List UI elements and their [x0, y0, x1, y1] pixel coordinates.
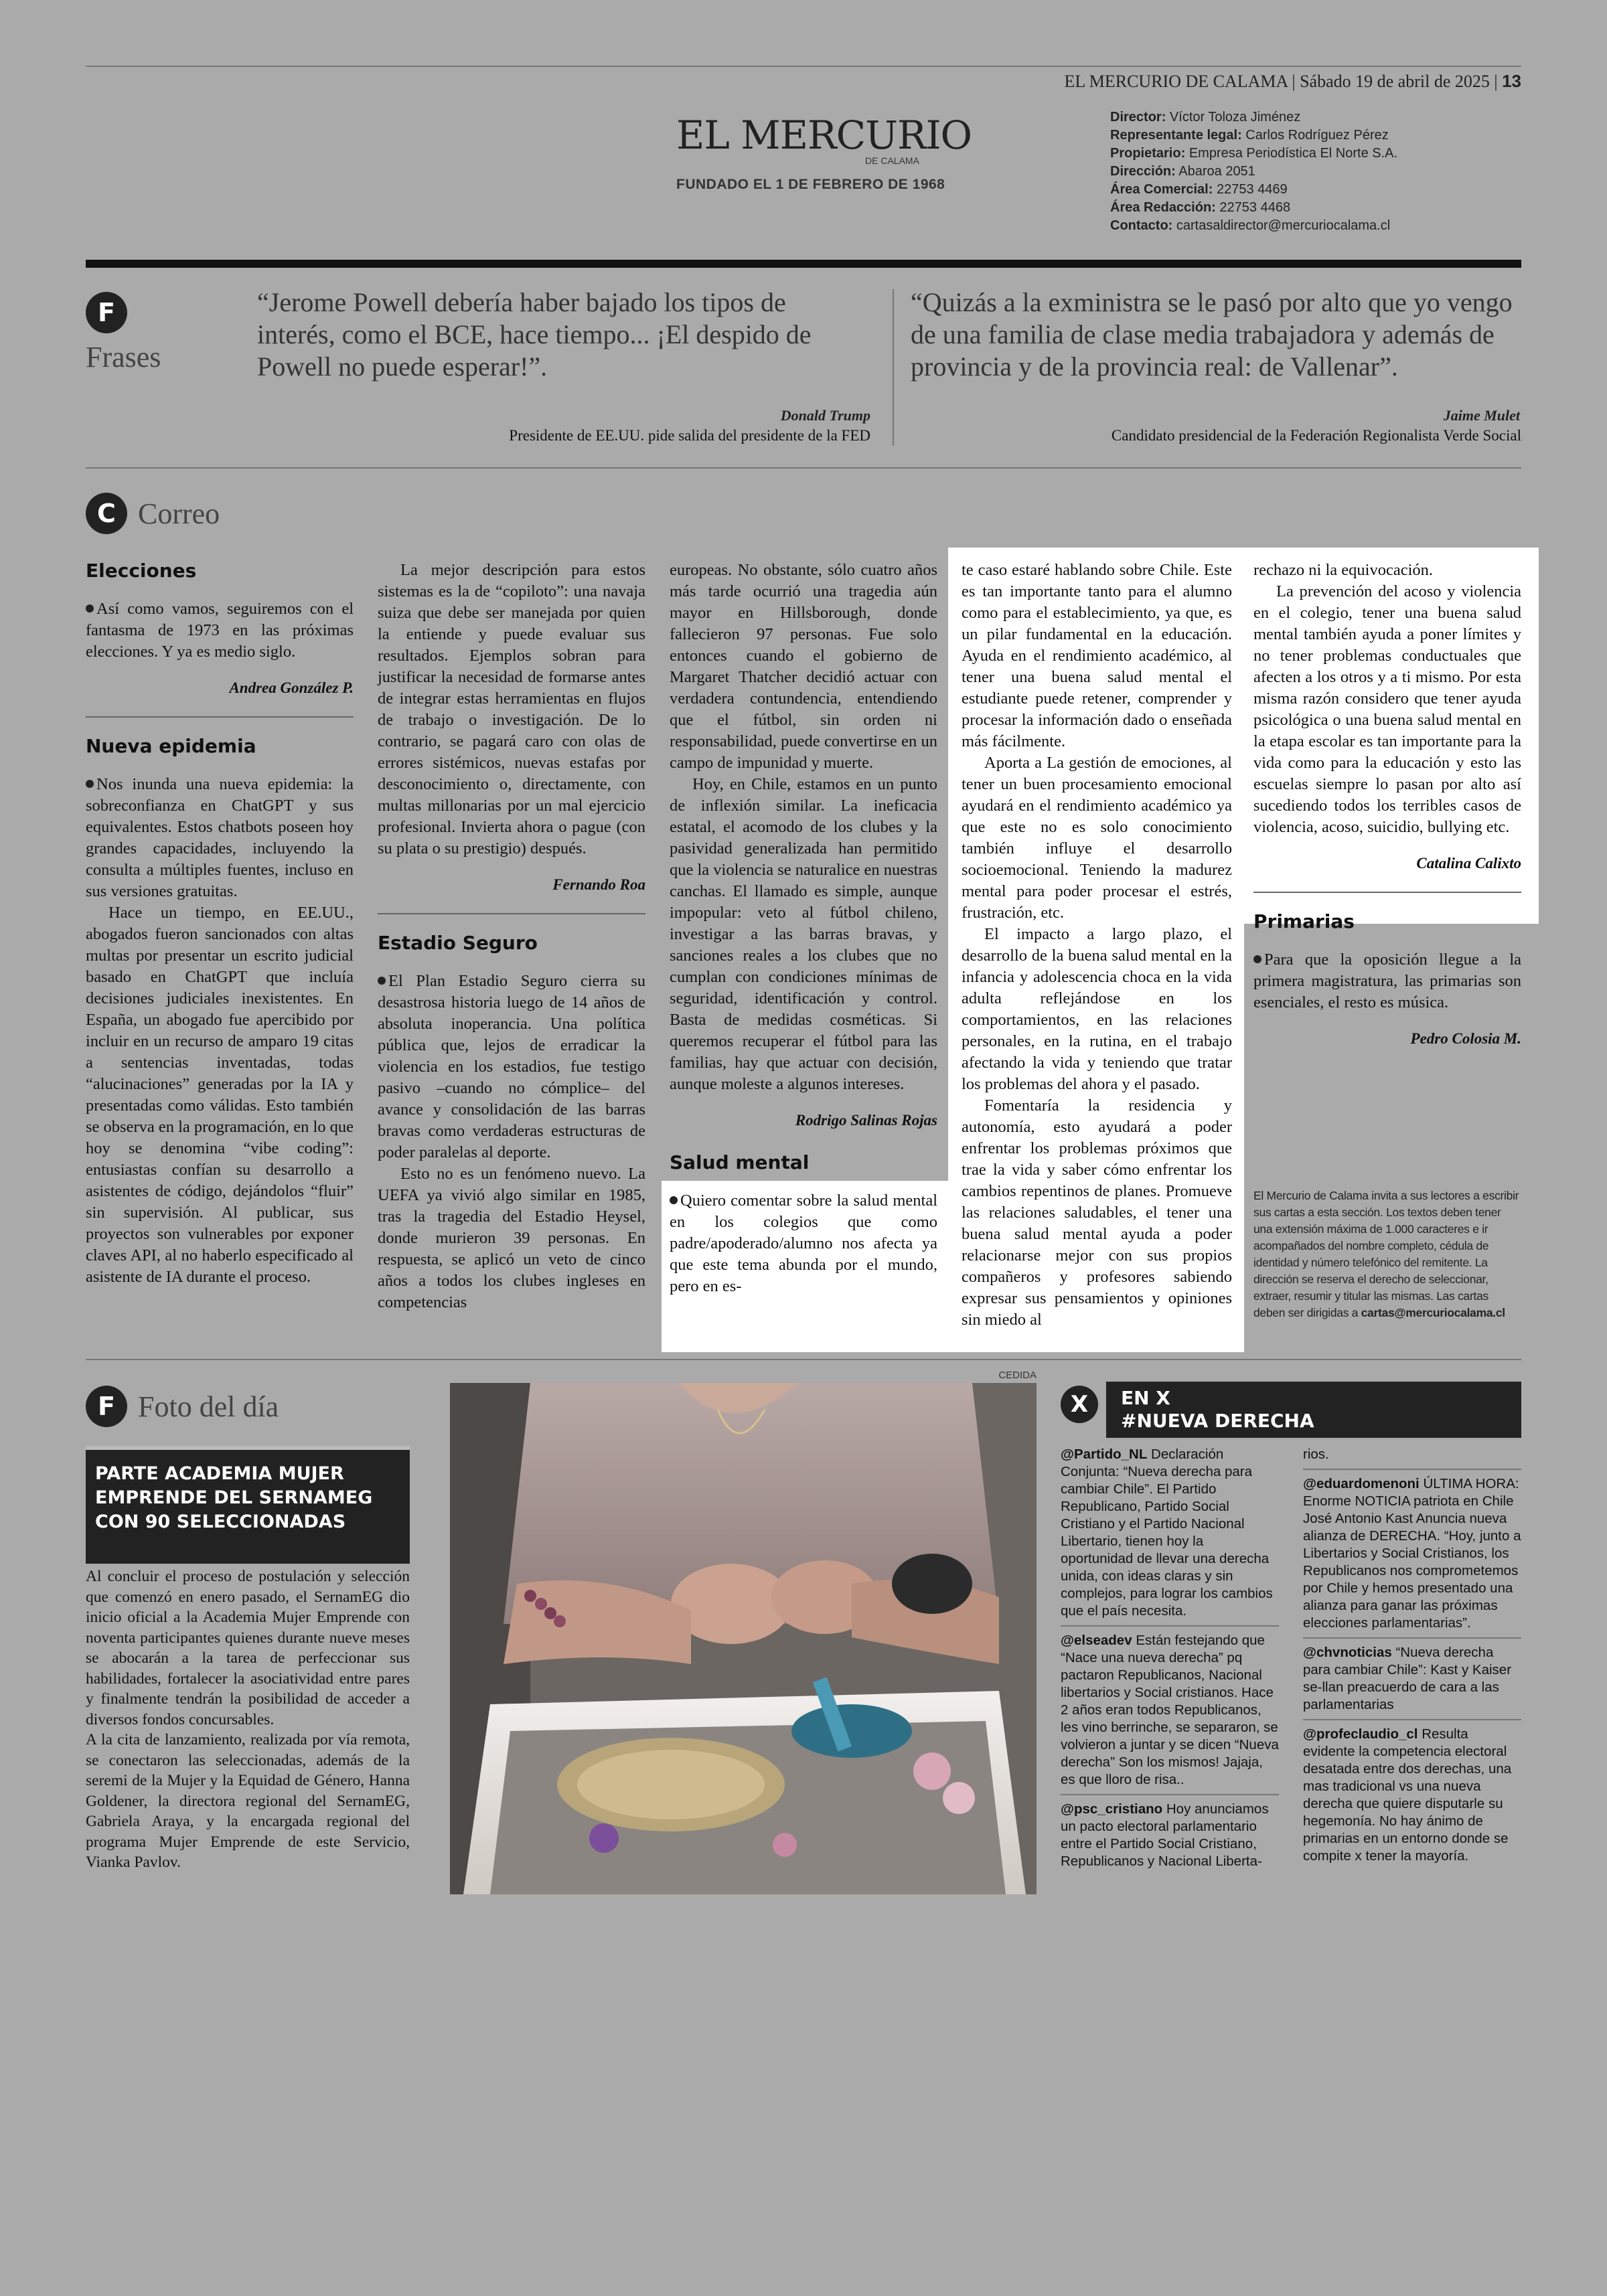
bullet-icon [86, 780, 94, 788]
letter-title: Elecciones [86, 560, 197, 582]
photo-of-the-day [450, 1383, 1037, 1894]
x-post-separator [1061, 1794, 1279, 1795]
x-post: @eduardomenoni ÚLTIMA HORA: Enorme NOTICIA patriota en Chile José Antonio Kast Anuncia nueva alianza de DERECHA. “Hoy, junto a Libertarios y Social Cristianos, los Republicanos nos comprometemos por Chile y hemos presentado una alianza para ganar las próximas elecciones parlamentarias”. [1303, 1476, 1521, 1631]
x-post-separator [1061, 1625, 1279, 1627]
foto-caption [86, 1566, 410, 1873]
photo-credit: CEDIDA [998, 1370, 1037, 1381]
x-title-line1: EN X [1121, 1387, 1170, 1409]
masthead-subtitle: DE CALAMA [865, 155, 919, 166]
letter-separator [86, 716, 354, 718]
top-rule [86, 66, 1521, 67]
x-handle[interactable]: @Partido_NL [1061, 1447, 1148, 1462]
x-post: @chvnoticias “Nueva derecha para cambiar Chile”: Kast y Kaiser se-llan preacuerdo de cara a las parlamentarias [1303, 1645, 1512, 1712]
staff-line: Área Redacción: 22753 4468 [1110, 200, 1291, 215]
x-post-separator [1303, 1719, 1521, 1720]
letter-body: Nos inunda una nueva epidemia: la sobreconfianza en ChatGPT y sus equivalentes. Estos chatbots poseen hoy grandes capacidades, incluyendo la consulta a múltiples fuentes, incluso en sus versiones gratuitas. [86, 775, 354, 900]
frases-badge: F [86, 292, 127, 333]
letter-signature: Rodrigo Salinas Rojas [795, 1112, 937, 1129]
letter-body: Así como vamos, seguiremos con el fantasma de 1973 en las próximas elecciones. Y ya es medio siglo. [86, 600, 354, 661]
letter-body: Quiero comentar sobre la salud mental en los colegios que como padre/apoderado/alumno nos afecta ya que este tema abunda por el mundo, pero en es- [670, 1192, 937, 1295]
masthead-title: EL MERCURIO [676, 112, 972, 158]
x-post: @profeclaudio_cl Resulta evidente la competencia electoral desatada entre dos derechas, una mas tradicional vs una nueva derecha que quiere disputarle su hegemonía. No hay ánimo de primarias en un entorno donde se compite x tener la mayoría. [1303, 1726, 1512, 1864]
letters-policy-note: El Mercurio de Calama invita a sus lectores a escribir sus cartas a esta sección. Los textos deben tener una extensión máxima de 1.000 caracteres e ir acompañados del nombre completo, cédula de identidad y número telefónico del remitente. La dirección se reserva el derecho de seleccionar, extraer, resumir y titular las mismas. Las cartas deben ser dirigidas a cartas@mercuriocalama.cl [1253, 1189, 1519, 1319]
x-post: @elseadev Están festejando que “Nace una nueva derecha” pq pactaron Republicanos, Nacional libertarios y Social cristianos. Hace 2 años eran todos Republicanos, les vino berrinche, se separaron, se volvieron a juntar y se dicen “Nueva derecha” Son los mismos! Jajaja, es que lloro de risa.. [1061, 1633, 1279, 1787]
x-handle[interactable]: @psc_cristiano [1061, 1801, 1163, 1817]
staff-line: Propietario: Empresa Periodística El Norte S.A. [1110, 146, 1398, 161]
x-posts-right [1303, 1446, 1521, 1865]
founded-line: FUNDADO EL 1 DE FEBRERO DE 1968 [676, 177, 945, 192]
letter-body: Para que la oposición llegue a la primera magistratura, las primarias son esenciales, el resto es música. [1253, 951, 1521, 1011]
x-handle[interactable]: @elseadev [1061, 1633, 1132, 1648]
letter-body: La prevención del acoso y violencia en el colegio, tener una buena salud mental también ayuda a poner límites y no tener problemas conductuales que afecten a los otros y a ti mismo. Por esta misma razón considero que tener ayuda psicológica o una buena salud mental en la etapa escolar es tan importante para la vida como para la educación y esto las escuelas siempre lo pasan por alto así sucediendo todos los terribles casos de violencia, acoso, suicidio, bullying etc. [1253, 582, 1521, 836]
letters-email-link[interactable]: cartas@mercuriocalama.cl [1361, 1306, 1505, 1319]
x-header-box [1106, 1382, 1521, 1438]
letter-body: El Plan Estadio Seguro cierra su desastrosa historia luego de 14 años de absoluta inoperancia. Una política pública que, lejos de erradicar la violencia en los estadios, fue testigo pasivo –cuando no cómplice– del avance y consolidación de las barras bravas como verdaderas estructuras de poder paralelas al deporte. [378, 972, 645, 1161]
bullet-icon [670, 1196, 678, 1204]
letter-signature: Catalina Calixto [1416, 855, 1521, 872]
letter-signature: Pedro Colosia M. [1410, 1030, 1521, 1047]
quote-role: Candidato presidencial de la Federación Regionalista Verde Social [1111, 427, 1521, 444]
x-post: @psc_cristiano Hoy anunciamos un pacto electoral parlamentario entre el Partido Social Cristiano, Republicanos y Nacional Liberta- [1061, 1801, 1269, 1869]
letter-body: rechazo ni la equivocación. [1253, 561, 1434, 579]
foto-headline: PARTE ACADEMIA MUJER EMPRENDE DEL SERNAMEG CON 90 SELECCIONADAS [95, 1463, 373, 1532]
staff-line: Director: Víctor Toloza Jiménez [1110, 110, 1301, 125]
x-title-line2: #NUEVA DERECHA [1121, 1410, 1314, 1432]
frases-bottom-rule [86, 467, 1521, 469]
foto-paragraph: Al concluir el proceso de postulación y selección que comenzó en enero pasado, el SernamEG dio inicio oficial a la Academia Mujer Emprende con noventa participantes quienes durante nueve meses se abocarán a la tarea de perfeccionar sus habilidades, fortalecer la asociatividad entre pares y finalmente tendrán la posibilidad de acceder a diversos fondos concursables. [86, 1568, 410, 1728]
foto-headline-box [86, 1446, 410, 1564]
x-handle[interactable]: @profeclaudio_cl [1303, 1726, 1418, 1742]
correo-label: Correo [138, 497, 220, 530]
staff-line: Representante legal: Carlos Rodríguez Pérez [1110, 128, 1389, 143]
foto-label: Foto del día [138, 1390, 279, 1423]
foto-paragraph: A la cita de lanzamiento, realizada por vía remota, se conectaron las seleccionadas, además de la seremi de la Mujer y la Equidad de Género, Hanna Goldener, la directora regional del SernamEG, Gabriela Araya, y la encargada regional del programa Mujer Emprende de este Servicio, Vianka Pavlov. [86, 1731, 410, 1871]
letter-separator [1253, 892, 1521, 893]
staff-line: Área Comercial: 22753 4469 [1110, 182, 1288, 197]
letters-column-4 [962, 560, 1232, 1331]
quote-author: Donald Trump [780, 407, 870, 424]
page-number: 13 [1502, 71, 1521, 91]
correo-bottom-rule [86, 1359, 1521, 1360]
foto-badge: F [86, 1386, 127, 1427]
staff-line: Contacto: cartasaldirector@mercuriocalama.cl [1110, 218, 1391, 233]
x-badge: X [1061, 1386, 1098, 1423]
quote-mulet: “Quizás a la exministra se le pasó por alto que yo vengo de una familia de clase media trabajadora y además de provincia y de la provincia real: de Vallenar”. [911, 287, 1513, 382]
x-handle[interactable]: @chvnoticias [1303, 1645, 1392, 1660]
quote-role: Presidente de EE.UU. pide salida del presidente de la FED [509, 427, 870, 444]
paper-label: EL MERCURIO DE CALAMA [1064, 72, 1288, 91]
x-posts-left [1061, 1446, 1279, 1870]
bullet-icon [86, 604, 94, 612]
letter-body: Fomentaría la residencia y autonomía, esto ayudará a poder enfrentar los problemas próximos que trae la vida y saber cómo enfrentar los cambios repentinos de planes. Promueve las relaciones saludables, el tener una buena salud mental ayuda a poder relacionarse mejor con sus propios compañeros y profesores sabiendo expresar sus pensamientos y opiniones sin miedo al [962, 1096, 1232, 1329]
frases-label: Frases [86, 341, 161, 374]
x-post-separator [1303, 1469, 1521, 1470]
x-post-separator [1303, 1637, 1521, 1639]
letter-body: Hoy, en Chile, estamos en un punto de inflexión similar. La ineficacia estatal, el acomodo de los clubes y la pasividad generalizada han permitido que la violencia se naturalice en nuestras canchas. El llamado es simple, aunque impopular: veto al fútbol chileno, investigar a las barras bravas, y sanciones reales a los clubes que no cumplan con condiciones mínimas de seguridad, identificación y control. Basta de medidas cosméticas. Si queremos recuperar el fútbol para las familias, hay que actuar con decisión, aunque moleste a algunos intereses. [670, 775, 937, 1093]
letter-title: Salud mental [670, 1151, 810, 1173]
photo-illustration [450, 1383, 1037, 1894]
staff-line: Dirección: Abaroa 2051 [1110, 164, 1255, 179]
letter-body: Hace un tiempo, en EE.UU., abogados fueron sancionados con altas multas por presentar un escrito judicial basado en ChatGPT que incluía decisiones judiciales inexistentes. En España, un abogado fue apercibido por incluir en un recurso de amparo 19 citas a sentencias inventadas, todas “alucinaciones” generadas por la IA y presentadas como válidas. Esto también se observa en la programación, en lo que hoy se denomina “vibe coding”: entusiastas confían su desarrollo a asistentes de código, dejándolos “fluir” sin supervisión. Al publicar, sus proyectos son vulnerables por exponer claves API, al no haberlo especificado al asistente de IA durante el proceso. [86, 904, 354, 1286]
x-post: @Partido_NL Declaración Conjunta: “Nueva derecha para cambiar Chile”. El Partido Republicano, Partido Social Cristiano y el Partido Nacional Libertario, tienen hoy la oportunidad de llevar una derecha unida, con ideas claras y sin complejos, para lograr los cambios que el país necesita. [1061, 1447, 1273, 1619]
letter-signature: Andrea González P. [229, 679, 354, 696]
letters-column-2 [378, 560, 645, 1313]
letter-body: europeas. No obstante, sólo cuatro años más tarde ocurrió una tragedia aún mayor en Hillsborough, donde fallecieron 97 personas. Fue solo entonces cuando el gobierno de Margaret Thatcher decidió actuar con verdadera contundencia, entendiendo que el fútbol, sin orden ni responsabilidad, puede convertirse en un campo de impunidad y muerte. [670, 561, 937, 772]
letters-column-3 [670, 560, 937, 1297]
thick-rule [86, 260, 1521, 268]
x-handle[interactable]: @eduardomenoni [1303, 1476, 1420, 1491]
page-header: EL MERCURIO DE CALAMA | Sábado 19 de abril de 2025 | 13 [1064, 71, 1521, 91]
bullet-icon [1253, 955, 1261, 963]
letters-column-5 [1253, 560, 1521, 1050]
letter-body: El impacto a largo plazo, el desarrollo de la buena salud mental en la infancia y adolescencia choca en la vida adulta reflejándose en los comportamientos, en las relaciones personales, en la rutina, en el trabajo afectando la vida y teniendo que tratar los problemas del ahora y el pasado. [962, 925, 1232, 1093]
x-post: rios. [1303, 1447, 1329, 1462]
quote-trump: “Jerome Powell debería haber bajado los tipos de interés, como el BCE, hace tiempo... ¡El despido de Powell no puede esperar!”. [257, 287, 812, 382]
letter-separator [670, 1141, 937, 1142]
bullet-icon [378, 977, 386, 985]
letters-column-1 [86, 560, 354, 1288]
quote-author: Jaime Mulet [1443, 407, 1520, 424]
letter-title: Primarias [1253, 910, 1355, 932]
correo-badge: C [86, 493, 127, 534]
staff-box [1110, 108, 1525, 235]
letter-body: te caso estaré hablando sobre Chile. Este es tan importante tanto para el alumno como para el establecimiento, ya que, es un pilar fundamental en la educación. Ayuda en el rendimiento académico, al tener una buena salud mental el estudiante puede retener, comprender y procesar la información dado o enseñada más fácilmente. [962, 561, 1232, 750]
letter-title: Nueva epidemia [86, 735, 256, 757]
letter-body: Aporta a La gestión de emociones, al tener un buen procesamiento emocional ayudará en el rendimiento académico ya que este no es solo conocimiento también influye el desarrollo socioemocional. Teniendo la madurez mental para poder procesar el estrés, frustración, etc. [962, 754, 1232, 922]
letter-title: Estadio Seguro [378, 932, 538, 954]
letter-body: La mejor descripción para estos sistemas es la de “copiloto”: una navaja suiza que debe ser manejada por quien la entiende y puede evaluar sus resultados. Ejemplos sobran para justificar la necesidad de formarse antes de integrar estas herramientas en flujos de trabajo o investigación. De lo contrario, se pagará caro con olas de errores sistémicos, nuevas estafas por desconocimiento o, directamente, con multas millonarias por un mal ejercicio profesional. Invierta ahora o pague (con su plata o su prestigio) después. [378, 561, 645, 857]
letter-body: Esto no es un fenómeno nuevo. La UEFA ya vivió algo similar en 1985, tras la tragedia del Estadio Heysel, donde murieron 39 personas. En respuesta, se aplicó un veto de cinco años a todos los clubes ingleses en competencias [378, 1165, 645, 1311]
letter-separator [378, 913, 645, 914]
letter-signature: Fernando Roa [552, 876, 645, 893]
quote-divider [893, 289, 894, 446]
issue-date: Sábado 19 de abril de 2025 [1300, 72, 1490, 91]
